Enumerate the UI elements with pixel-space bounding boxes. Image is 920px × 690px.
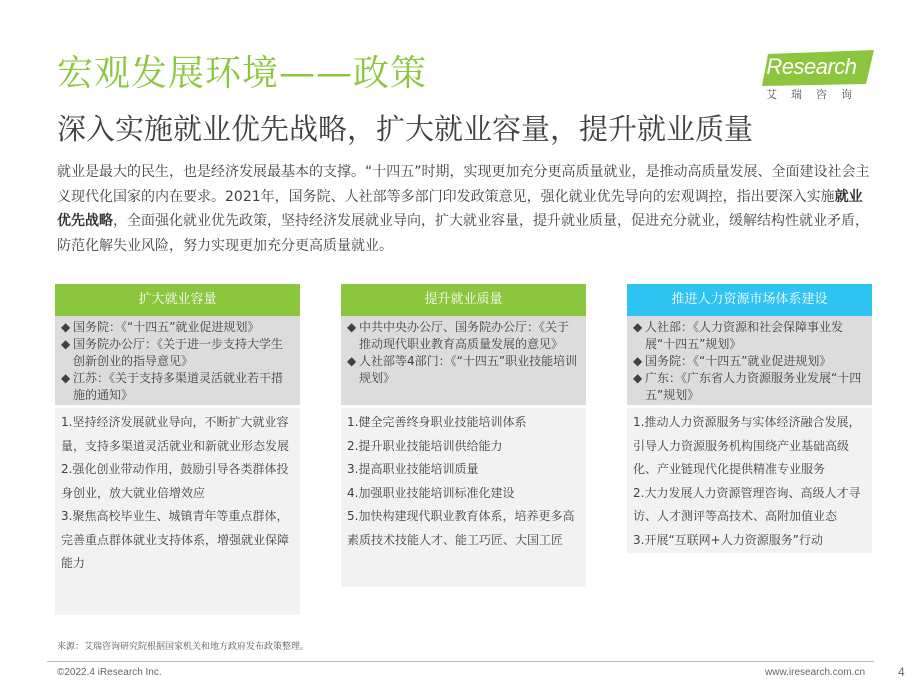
measure-item: 4.加强职业技能培训标准化建设 xyxy=(347,485,515,500)
diamond-bullet-icon: ◆ xyxy=(347,354,357,368)
policy-item xyxy=(633,353,866,370)
footer-divider xyxy=(47,661,874,662)
page-subtitle: 深入实施就业优先战略，扩大就业容量，提升就业质量 xyxy=(57,112,754,146)
intro-text-2: ，全面强化就业优先政策，坚持经济发展就业导向，扩大就业容量，提升就业质量，促进充分就业，缓解结构性就业矛盾，防范化解失业风险，努力实现更加充分更高质量就业。 xyxy=(57,213,869,254)
diamond-bullet-icon: ◆ xyxy=(633,371,643,385)
policy-text: 江苏：《关于支持多渠道灵活就业若干措施的通知》 xyxy=(73,371,284,402)
policy-text: 国务院：《“十四五”就业促进规划》 xyxy=(73,320,260,334)
column-header: 提升就业质量 xyxy=(341,284,586,316)
measure-item: 3.开展“互联网+人力资源服务”行动 xyxy=(633,532,823,547)
policy-item xyxy=(61,336,294,370)
policy-item xyxy=(347,353,580,387)
policy-item xyxy=(347,319,580,353)
diamond-bullet-icon: ◆ xyxy=(61,320,71,334)
measure-item: 5.加快构建现代职业教育体系，培养更多高素质技术技能人才、能工巧匠、大国工匠 xyxy=(347,509,575,547)
policy-text: 中共中央办公厅、国务院办公厅：《关于推动现代职业教育高质量发展的意见》 xyxy=(359,320,570,351)
diamond-bullet-icon: ◆ xyxy=(633,320,643,334)
policy-list xyxy=(627,316,872,405)
policy-list xyxy=(341,316,586,405)
policy-text: 人社部：《人力资源和社会保障事业发展“十四五”规划》 xyxy=(645,320,844,351)
policy-text: 人社部等4部门：《“十四五”职业技能培训规划》 xyxy=(359,354,578,385)
column-hr-market xyxy=(627,284,872,553)
measure-item: 3.提高职业技能培训质量 xyxy=(347,462,479,476)
copyright: ©2022.4 iResearch Inc. xyxy=(57,667,162,678)
measure-item: 2.大力发展人力资源管理咨询、高级人才寻访、人才测评等高技术、高附加值业态 xyxy=(633,485,861,523)
policy-text: 国务院：《“十四五”就业促进规划》 xyxy=(645,354,832,368)
column-expand-capacity xyxy=(55,284,300,615)
column-header: 推进人力资源市场体系建设 xyxy=(627,284,872,316)
diamond-bullet-icon: ◆ xyxy=(347,320,357,334)
policy-list xyxy=(55,316,300,405)
measure-list xyxy=(627,408,872,553)
diamond-bullet-icon: ◆ xyxy=(61,371,71,385)
source-note: 来源：艾瑞咨询研究院根据国家机关和地方政府发布政策整理。 xyxy=(57,642,310,652)
policy-item xyxy=(61,370,294,404)
policy-item xyxy=(633,319,866,353)
page-title: 宏观发展环境——政策 xyxy=(57,53,428,94)
measure-item: 1.坚持经济发展就业导向，不断扩大就业容量，支持多渠道灵活就业和新就业形态发展 xyxy=(61,415,290,453)
logo-cn: 艾瑞咨询 xyxy=(766,88,866,101)
intro-paragraph xyxy=(57,160,872,258)
measure-item: 2.提升职业技能培训供给能力 xyxy=(347,438,503,453)
logo-text: iResearch xyxy=(762,54,857,79)
website-url: www.iresearch.com.cn xyxy=(765,667,866,678)
policy-item xyxy=(61,319,294,336)
measure-list xyxy=(55,408,300,615)
diamond-bullet-icon: ◆ xyxy=(61,337,71,351)
policy-text: 国务院办公厅：《关于进一步支持大学生创新创业的指导意见》 xyxy=(73,337,284,368)
diamond-bullet-icon: ◆ xyxy=(633,354,643,368)
intro-bold-text: 就业优先战略 xyxy=(57,188,863,229)
policy-text: 广东：《广东省人力资源服务业发展“十四五”规划》 xyxy=(645,371,862,402)
policy-item xyxy=(633,370,866,404)
measure-item: 3.聚焦高校毕业生、城镇青年等重点群体，完善重点群体就业支持体系，增强就业保障能力 xyxy=(61,509,290,570)
intro-text-1: 就业是最大的民生，也是经济发展最基本的支撑。“十四五”时期，实现更加充分更高质量就业，是推动高质量发展、全面建设社会主义现代化国家的内在要求。2021年，国务院、人社部等多部门印发政策意见，强化就业优先导向的宏观调控，指出要深入实施 xyxy=(57,164,870,205)
column-header: 扩大就业容量 xyxy=(55,284,300,316)
column-improve-quality xyxy=(341,284,586,587)
measure-item: 1.推动人力资源服务与实体经济融合发展，引导人力资源服务机构围绕产业基础高级化、产业链现代化提供精准专业服务 xyxy=(633,415,861,476)
measure-item: 1.健全完善终身职业技能培训体系 xyxy=(347,415,527,429)
measure-item: 2.强化创业带动作用，鼓励引导各类群体投身创业，放大就业倍增效应 xyxy=(61,462,289,500)
iresearch-logo xyxy=(762,48,874,106)
page-number: 4 xyxy=(898,665,905,679)
measure-list xyxy=(341,408,586,587)
